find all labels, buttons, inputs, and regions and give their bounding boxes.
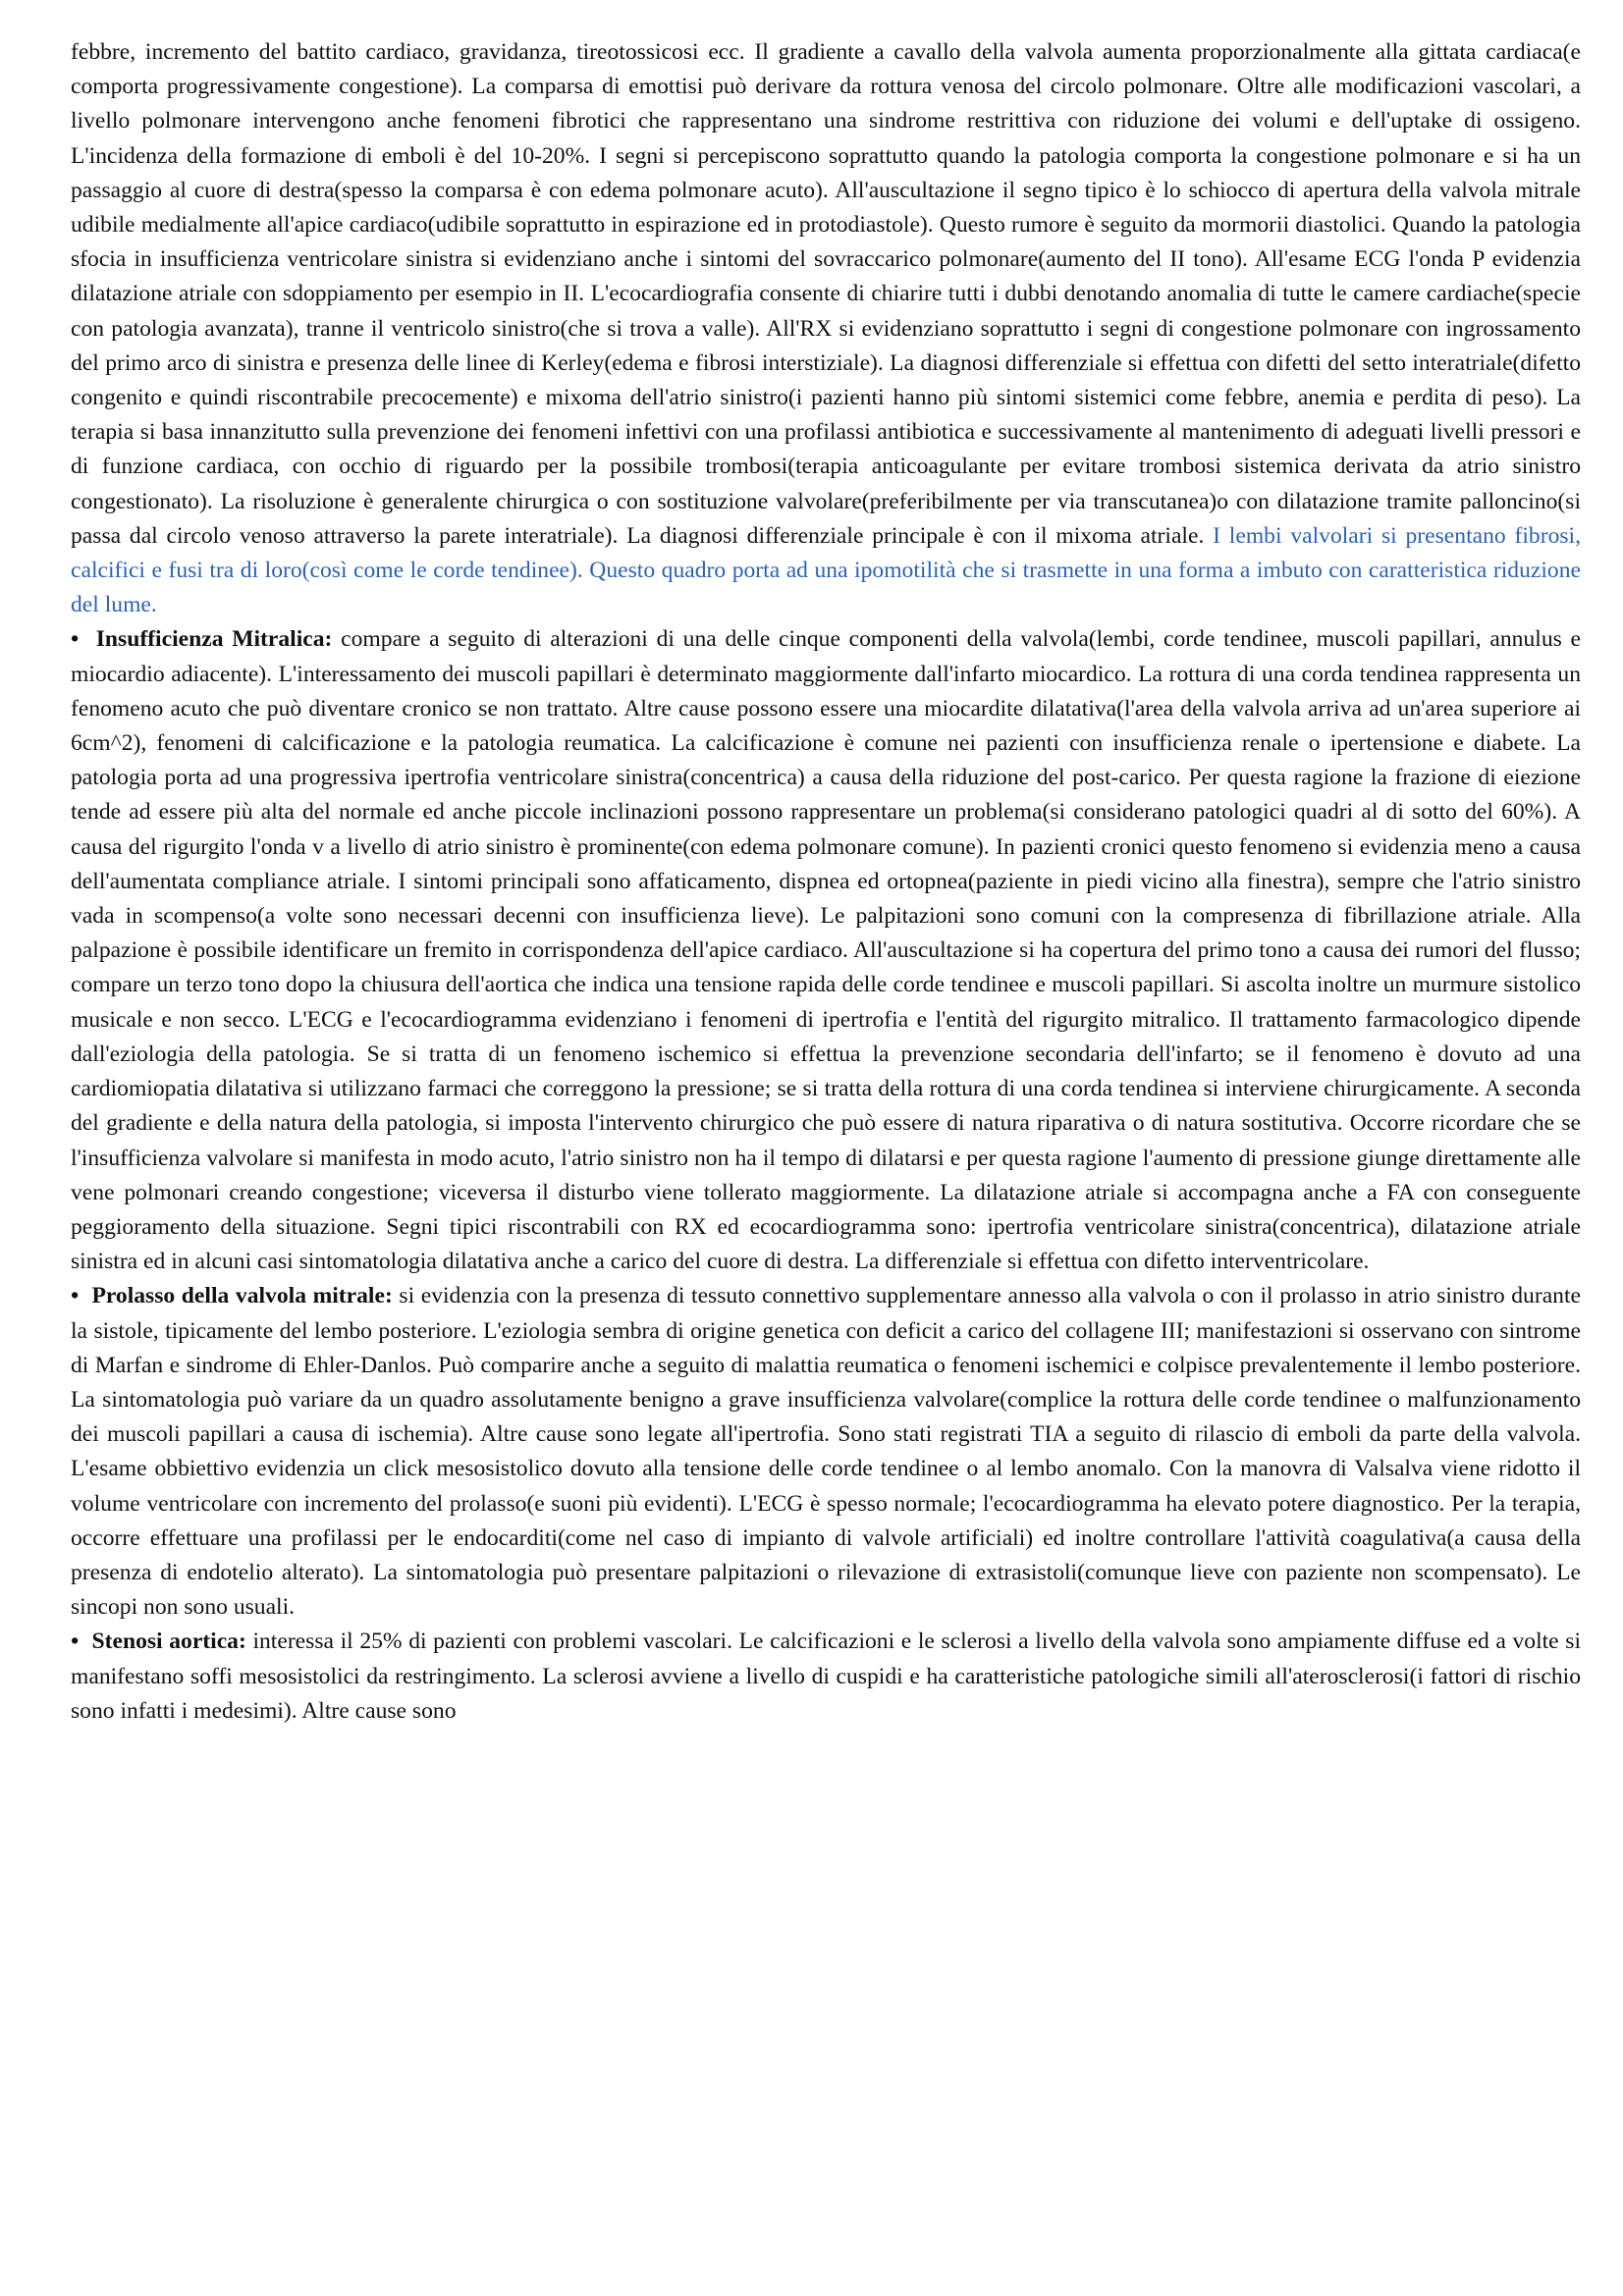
bullet-icon: • — [71, 1283, 80, 1309]
bullet-icon: • — [71, 1629, 80, 1655]
section-term: Insufficienza Mitralica: — [95, 626, 333, 653]
section-stenosi-aortica — [71, 1625, 1581, 1729]
highlighted-text: I lembi valvolari si presentano fibrosi, calcifici e fusi tra di loro(così come le corde tendinee). Questo quadro porta ad una ipomotilità che si trasmette in una forma a imbuto con caratteristica riduzione del lume. — [71, 522, 1581, 618]
bullet-icon: • — [71, 626, 80, 653]
section-text: si evidenzia con la presenza di tessuto connettivo supplementare annesso alla valvola o con il prolasso in atrio sinistro durante la sistole, tipicamente del lembo posteriore. L'eziologia sembra di origine genetica con deficit a carico del collagene III; manifestazioni si osservano con sintrome di Marfan e sindrome di Ehler-Danlos. Può comparire anche a seguito di malattia reumatica o fenomeni ischemici e colpisce prevalentemente il lembo posteriore. La sintomatologia può variare da un quadro assolutamente benigno a grave insufficienza valvolare(complice la rottura delle corde tendinee o malfunzionamento dei muscoli papillari a causa di ischemia). Altre cause sono legate all'ipertrofia. Sono stati registrati TIA a seguito di rilascio di emboli da parte della valvola. L'esame obbiettivo evidenzia un click mesosistolico dovuto alla tensione delle corde tendinee o al lembo anomalo. Con la manovra di Valsalva viene ridotto il volume ventricolare con incremento del prolasso(e suoni più evidenti). L'ECG è spesso normale; l'ecocardiogramma ha elevato potere diagnostico. Per la terapia, occorre effettuare una profilassi per le endocarditi(come nel caso di impianto di valvole artificiali) ed inoltre controllare l'attività coagulativa(a causa della presenza di endotelio alterato). La sintomatologia può presentare palpitazioni o rilevazione di extrasistoli(comunque lieve con paziente non scompensato). Le sincopi non sono usuali. — [71, 1283, 1581, 1621]
section-prolasso-valvola-mitrale — [71, 1279, 1581, 1625]
section-text: compare a seguito di alterazioni di una delle cinque componenti della valvola(lembi, corde tendinee, muscoli papillari, annulus e miocardio adiacente). L'interessamento dei muscoli papillari è determinato maggiormente dall'infarto miocardico. La rottura di una corda tendinea rappresenta un fenomeno acuto che può diventare cronico se non trattato. Altre cause possono essere una miocardite dilatativa(l'area della valvola arriva ad un'area superiore ai 6cm^2), fenomeni di calcificazione e la patologia reumatica. La calcificazione è comune nei pazienti con insufficienza renale o ipertensione e diabete. La patologia porta ad una progressiva ipertrofia ventricolare sinistra(concentrica) a causa della riduzione del post-carico. Per questa ragione la frazione di eiezione tende ad essere più alta del normale ed anche piccole inclinazioni possono rappresentare un problema(si considerano patologici quadri al di sotto del 60%). A causa del rigurgito l'onda v a livello di atrio sinistro è prominente(con edema polmonare comune). In pazienti cronici questo fenomeno si evidenzia meno a causa dell'aumentata compliance atriale. I sintomi principali sono affaticamento, dispnea ed ortopnea(paziente in piedi vicino alla finestra), sempre che l'atrio sinistro vada in scompenso(a volte sono necessari decenni con insufficienza lieve). Le palpitazioni sono comuni con la compresenza di fibrillazione atriale. Alla palpazione è possibile identificare un fremito in corrispondenza dell'apice cardiaco. All'auscultazione si ha copertura del primo tono a causa dei rumori del flusso; compare un terzo tono dopo la chiusura dell'aortica che indica una tensione rapida delle corde tendinee e muscoli papillari. Si ascolta inoltre un murmure sistolico musicale e non secco. L'ECG e l'ecocardiogramma evidenziano i fenomeni di ipertrofia e l'entità del rigurgito mitralico. Il trattamento farmacologico dipende dall'eziologia della patologia. Se si tratta di un fenomeno ischemico si effettua la prevenzione secondaria dell'infarto; se il fenomeno è dovuto ad una cardiomiopatia dilatativa si utilizzano farmaci che correggono la pressione; se si tratta della rottura di una corda tendinea si interviene chirurgicamente. A seconda del gradiente e della natura della patologia, si imposta l'intervento chirurgico che può essere di natura riparativa o di natura sostitutiva. Occorre ricordare che se l'insufficienza valvolare si manifesta in modo acuto, l'atrio sinistro non ha il tempo di dilatarsi e per questa ragione l'aumento di pressione giunge direttamente alle vene polmonari creando congestione; viceversa il disturbo viene tollerato maggiormente. La dilatazione atriale si accompagna anche a FA con conseguente peggioramento della situazione. Segni tipici riscontrabili con RX ed ecocardiogramma sono: ipertrofia ventricolare sinistra(concentrica), dilatazione atriale sinistra ed in alcuni casi sintomatologia dilatativa anche a carico del cuore di destra. La differenziale si effettua con difetto interventricolare. — [71, 626, 1581, 1275]
intro-paragraph — [71, 35, 1581, 622]
section-term: Prolasso della valvola mitrale: — [91, 1283, 393, 1309]
document-page — [71, 35, 1581, 2273]
section-insufficienza-mitralica — [71, 622, 1581, 1279]
section-text: interessa il 25% di pazienti con problemi vascolari. Le calcificazioni e le sclerosi a livello della valvola sono ampiamente diffuse ed a volte si manifestano soffi mesosistolici da restringimento. La sclerosi avviene a livello di cuspidi e ha caratteristiche patologiche simili all'aterosclerosi(i fattori di rischio sono infatti i medesimi). Altre cause sono — [71, 1629, 1581, 1724]
section-term: Stenosi aortica: — [91, 1629, 246, 1655]
intro-text: febbre, incremento del battito cardiaco, gravidanza, tireotossicosi ecc. Il gradiente a cavallo della valvola aumenta proporzionalmente alla gittata cardiaca(e comporta progressivamente congestione). La comparsa di emottisi può derivare da rottura venosa del circolo polmonare. Oltre alle modificazioni vascolari, a livello polmonare intervengono anche fenomeni fibrotici che rappresentano una sindrome restrittiva con riduzione dei volumi e dell'uptake di ossigeno. L'incidenza della formazione di emboli è del 10-20%. I segni si percepiscono soprattutto quando la patologia comporta la congestione polmonare e si ha un passaggio al cuore di destra(spesso la comparsa è con edema polmonare acuto). All'auscultazione il segno tipico è lo schiocco di apertura della valvola mitrale udibile medialmente all'apice cardiaco(udibile soprattutto in espirazione ed in protodiastole). Questo rumore è seguito da mormorii diastolici. Quando la patologia sfocia in insufficienza ventricolare sinistra si evidenziano anche i sintomi del sovraccarico polmonare(aumento del II tono). All'esame ECG l'onda P evidenzia dilatazione atriale con sdoppiamento per esempio in II. L'ecocardiografia consente di chiarire tutti i dubbi denotando anomalia di tutte le camere cardiache(specie con patologia avanzata), tranne il ventricolo sinistro(che si trova a valle). All'RX si evidenziano soprattutto i segni di congestione polmonare con ingrossamento del primo arco di sinistra e presenza delle linee di Kerley(edema e fibrosi interstiziale). La diagnosi differenziale si effettua con difetti del setto interatriale(difetto congenito e quindi riscontrabile precocemente) e mixoma dell'atrio sinistro(i pazienti hanno più sintomi sistemici come febbre, anemia e perdita di peso). La terapia si basa innanzitutto sulla prevenzione dei fenomeni infettivi con una profilassi antibiotica e successivamente al mantenimento di adeguati livelli pressori e di funzione cardiaca, con occhio di riguardo per la possibile trombosi(terapia anticoagulante per evitare trombosi sistemica derivata da atrio sinistro congestionato). La risoluzione è generalente chirurgica o con sostituzione valvolare(preferibilmente per via transcutanea)o con dilatazione tramite palloncino(si passa dal circolo venoso attraverso la parete interatriale). La diagnosi differenziale principale è con il mixoma atriale. — [71, 39, 1581, 549]
